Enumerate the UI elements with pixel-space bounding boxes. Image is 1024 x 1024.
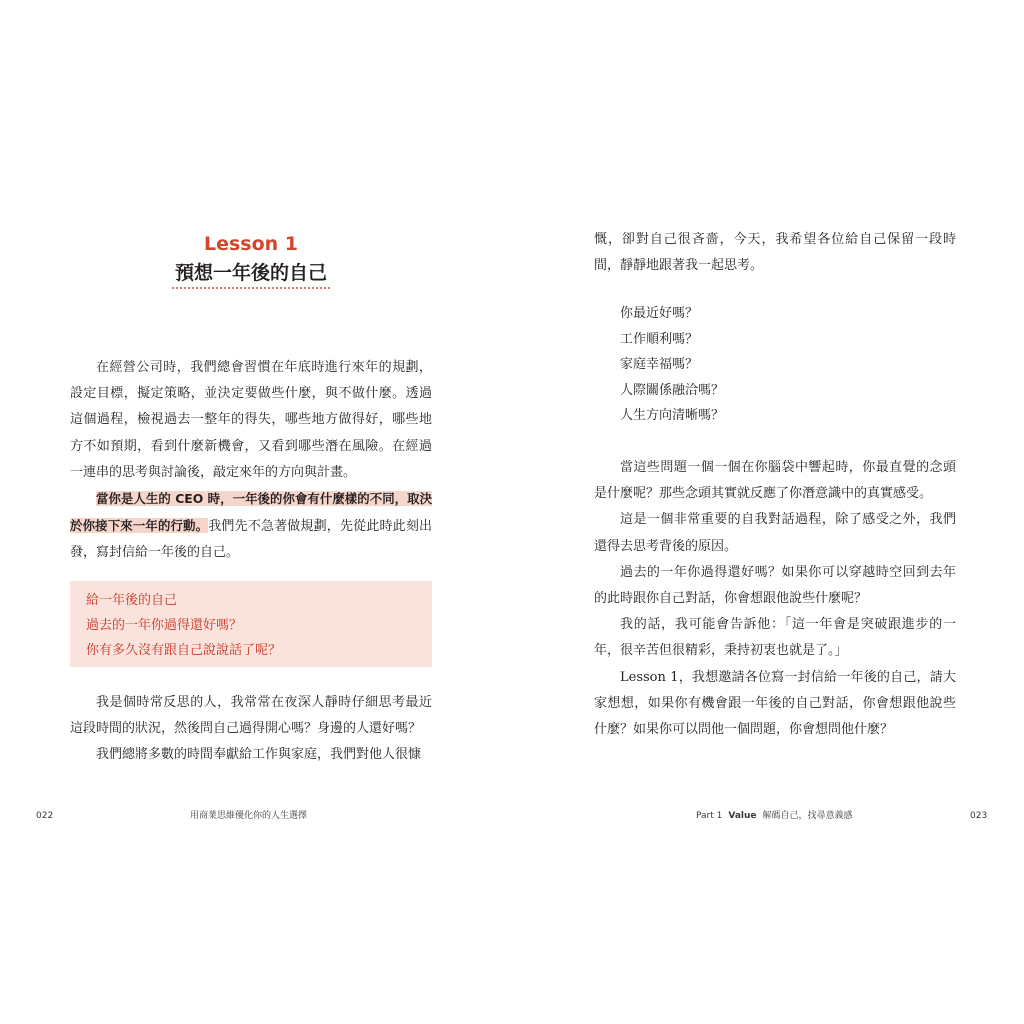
page-number-left: 022 — [36, 811, 54, 821]
paragraph-d: 我的話，我可能會告訴他：「這一年會是突破跟進步的一年，很辛苦但很精彩，秉持初衷也就是了。」 — [594, 617, 956, 659]
title-dotted-underline — [172, 287, 330, 289]
right-main-body — [594, 455, 956, 743]
left-bottom-body — [70, 690, 432, 769]
callout-line: 過去的一年你過得還好嗎？ — [86, 618, 243, 633]
callout-line: 你有多久沒有跟自己說說話了呢？ — [86, 643, 282, 658]
lesson-title: 預想一年後的自己 — [174, 262, 327, 284]
part-label: Part 1 — [696, 811, 723, 821]
paragraph-a: 當這些問題一個一個在你腦袋中響起時，你最直覺的念頭是什麼呢？那些念頭其實就反應了你潛意識中的真實感受。 — [594, 460, 956, 502]
paragraph-3: 我是個時常反思的人，我常常在夜深人靜時仔細思考最近這段時間的狀況，然後問自己過得開心嗎？身邊的人還好嗎？ — [70, 695, 432, 737]
right-page — [512, 0, 1024, 1024]
paragraph-e: Lesson 1，我想邀請各位寫一封信給一年後的自己，請大家想想，如果你有機會跟一年後的自己對話，你會想跟他說些什麼？如果你可以問他一個問題，你會想問他什麼？ — [594, 669, 956, 738]
part-value-label: Value — [728, 811, 757, 821]
page-number-right: 023 — [970, 811, 988, 821]
paragraph-c: 過去的一年你過得還好嗎？如果你可以穿越時空回到去年的此時跟你自己對話，你會想跟他說些什麼呢？ — [594, 564, 956, 607]
right-top-body — [594, 227, 956, 279]
paragraph-continued: 慨，卻對自己很吝嗇，今天，我希望各位給自己保留一段時間，靜靜地跟著我一起思考。 — [594, 232, 956, 274]
question-item: 人生方向清晰嗎？ — [620, 408, 725, 423]
left-top-body — [70, 355, 432, 567]
part-footer — [696, 809, 853, 823]
question-item: 你最近好嗎？ — [620, 306, 699, 321]
paragraph-b: 這是一個非常重要的自我對話過程，除了感受之外，我們還得去思考背後的原因。 — [594, 512, 956, 554]
callout-box — [70, 581, 432, 667]
highlighted-sentence: 當你是人生的 CEO 時，一年後的你會有什麼樣的不同，取決於你接下來一年的行動。 — [70, 491, 432, 534]
paragraph-2 — [70, 486, 432, 567]
question-item: 家庭幸福嗎？ — [620, 357, 699, 372]
question-item: 人際關係融洽嗎？ — [620, 382, 725, 398]
book-title-footer: 用商業思維優化你的人生選擇 — [190, 811, 308, 821]
paragraph-1: 在經營公司時，我們總會習慣在年底時進行來年的規劃，設定目標，擬定策略，並決定要做些什麼，與不做什麼。透過這個過程，檢視過去一整年的得失，哪些地方做得好，哪些地方不如預期，看到什麼新機會，又看到哪些潛在風險。在經過一連串的思考與討論後，敲定來年的方向與計畫。 — [70, 360, 432, 480]
question-list — [594, 301, 956, 429]
question-item: 工作順利嗎？ — [620, 331, 699, 347]
lesson-label: Lesson 1 — [203, 233, 299, 255]
callout-line: 給一年後的自己 — [86, 593, 178, 608]
paragraph-2-rest: 我們先不急著做規劃，先從此時此刻出發，寫封信給一年後的自己。 — [70, 519, 432, 561]
part-title: 解碼自己，找尋意義感 — [762, 811, 853, 821]
paragraph-4: 我們總將多數的時間奉獻給工作與家庭，我們對他人很慷 — [96, 747, 422, 763]
